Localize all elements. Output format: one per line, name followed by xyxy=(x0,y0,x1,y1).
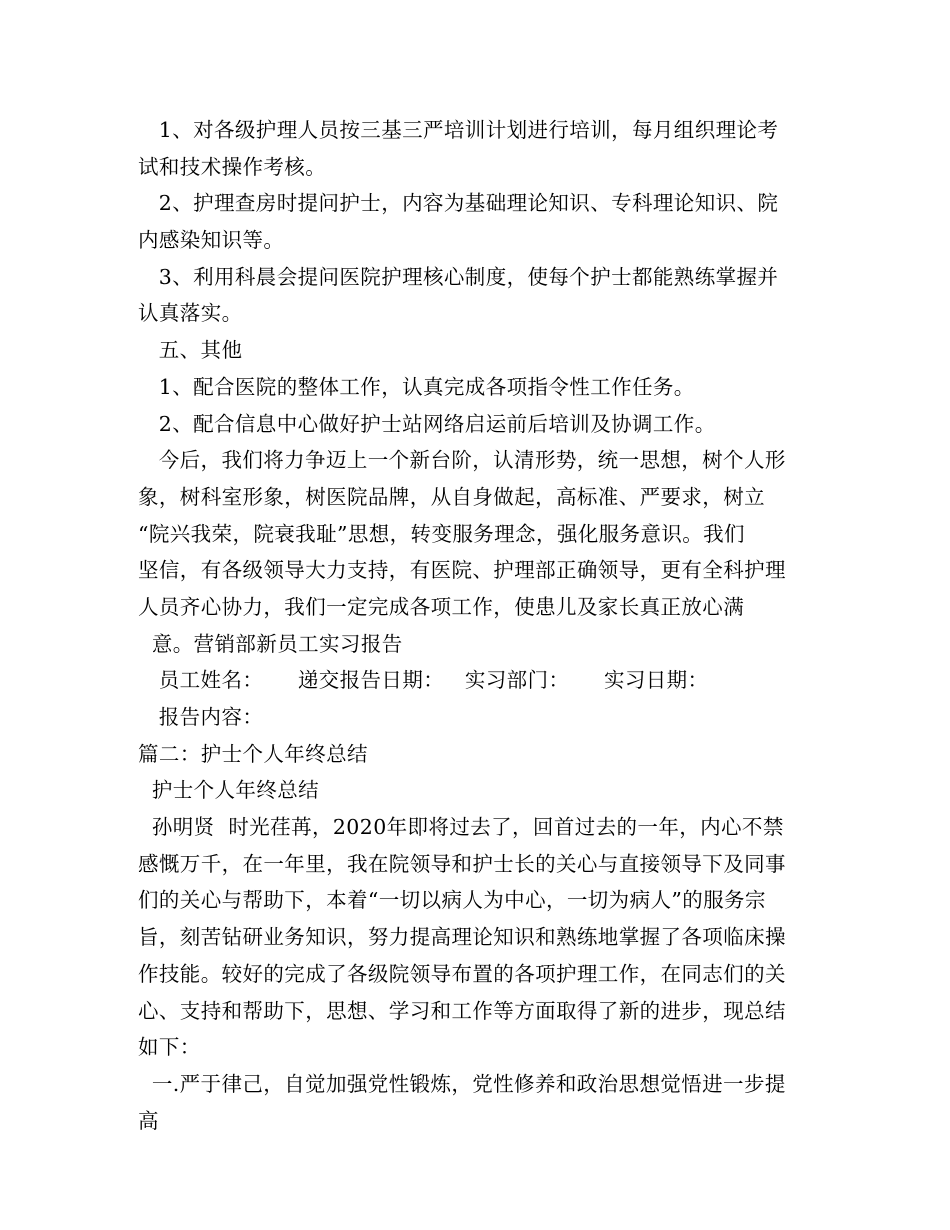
text-line: 孙明贤 时光荏苒，2020年即将过去了，回首过去的一年，内心不禁 xyxy=(138,815,784,840)
text-line: “院兴我荣，院衰我耻”思想，转变服务理念，强化服务意识。我们 xyxy=(138,521,745,546)
text-line: 2、配合信息中心做好护士站网络启运前后培训及协调工作。 xyxy=(138,411,716,436)
text-line: 内感染知识等。 xyxy=(138,228,285,253)
text-line: 1、配合医院的整体工作，认真完成各项指令性工作任务。 xyxy=(138,374,695,399)
text-line: 3、利用科晨会提问医院护理核心制度，使每个护士都能熟练掌握并 xyxy=(138,264,779,289)
text-line: 高 xyxy=(138,1108,159,1133)
form-fields-line: 员工姓名： 递交报告日期： 实习部门： 实习日期： xyxy=(138,668,709,693)
chapter-heading: 篇二：护士个人年终总结 xyxy=(138,741,368,766)
text-line: 今后，我们将力争迈上一个新台阶，认清形势，统一思想，树个人形 xyxy=(138,448,786,473)
section-heading: 一.严于律己，自觉加强党性锻炼，党性修养和政治思想觉悟进一步提 xyxy=(138,1071,786,1096)
text-line: 心、支持和帮助下，思想、学习和工作等方面取得了新的进步，现总结 xyxy=(138,998,786,1023)
text-line: 感慨万千，在一年里，我在院领导和护士长的关心与直接领导下及同事 xyxy=(138,851,786,876)
document-body xyxy=(138,112,818,1139)
text-line: 如下： xyxy=(138,1035,201,1060)
article-title: 护士个人年终总结 xyxy=(138,778,320,803)
text-line: 旨，刻苦钻研业务知识，努力提高理论知识和熟练地掌握了各项临床操 xyxy=(138,925,786,950)
text-line: 试和技术操作考核。 xyxy=(138,154,327,179)
text-line: 意。营销部新员工实习报告 xyxy=(138,631,403,656)
section-heading: 五、其他 xyxy=(138,338,243,363)
text-line: 象，树科室形象，树医院品牌，从自身做起，高标准、严要求，树立 xyxy=(138,484,765,509)
text-line: 坚信，有各级领导大力支持，有医院、护理部正确领导，更有全科护理 xyxy=(138,558,786,583)
text-line: 报告内容： xyxy=(138,705,264,729)
text-line: 1、对各级护理人员按三基三严培训计划进行培训，每月组织理论考 xyxy=(138,118,779,142)
text-line: 人员齐心协力，我们一定完成各项工作，使患儿及家长真正放心满 xyxy=(138,594,745,619)
text-line: 们的关心与帮助下，本着“一切以病人为中心，一切为病人”的服务宗 xyxy=(138,888,766,913)
text-line: 认真落实。 xyxy=(138,301,243,326)
text-line: 作技能。较好的完成了各级院领导布置的各项护理工作，在同志们的关 xyxy=(138,961,786,986)
text-line: 2、护理查房时提问护士，内容为基础理论知识、专科理论知识、院 xyxy=(138,191,779,216)
